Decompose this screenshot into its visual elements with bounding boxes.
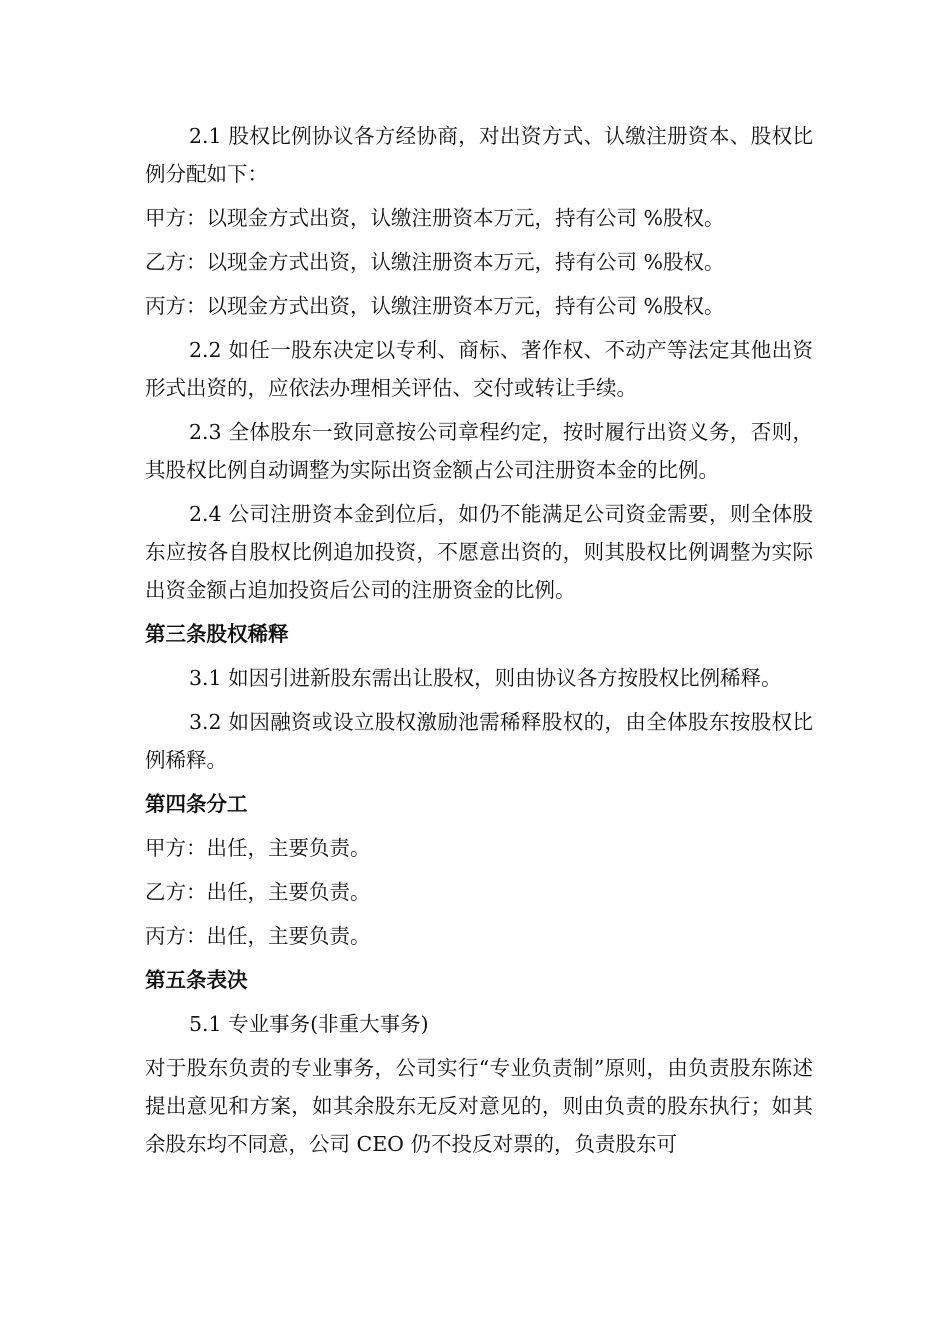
party-c-contribution: 丙方：以现金方式出资，认缴注册资本万元，持有公司 %股权。 bbox=[145, 294, 725, 318]
clause-3-1: 3.1 如因引进新股东需出让股权，则由协议各方按股权比例稀释。 bbox=[189, 666, 782, 690]
party-b-role: 乙方：出任，主要负责。 bbox=[145, 880, 371, 904]
clause-2-1: 2.1 股权比例协议各方经协商，对出资方式、认缴注册资本、股权比例分配如下： bbox=[145, 124, 813, 186]
clause-2-3: 2.3 全体股东一致同意按公司章程约定，按时履行出资义务，否则，其股权比例自动调整为实际出资金额占公司注册资本金的比例。 bbox=[145, 420, 813, 482]
clause-2-4: 2.4 公司注册资本金到位后，如仍不能满足公司资金需要，则全体股东应按各自股权比例追加投资，不愿意出资的，则其股权比例调整为实际出资金额占追加投资后公司的注册资金的比例。 bbox=[145, 502, 813, 602]
article-3-heading: 第三条股权稀释 bbox=[145, 622, 289, 646]
party-a-contribution: 甲方：以现金方式出资，认缴注册资本万元，持有公司 %股权。 bbox=[145, 206, 725, 230]
clause-5-1-title: 5.1 专业事务(非重大事务) bbox=[189, 1012, 429, 1036]
party-a-role: 甲方：出任，主要负责。 bbox=[145, 836, 371, 860]
article-4-heading: 第四条分工 bbox=[145, 792, 248, 816]
document-body bbox=[145, 117, 813, 1169]
party-b-contribution: 乙方：以现金方式出资，认缴注册资本万元，持有公司 %股权。 bbox=[145, 250, 725, 274]
clause-2-2: 2.2 如任一股东决定以专利、商标、著作权、不动产等法定其他出资形式出资的，应依法办理相关评估、交付或转让手续。 bbox=[145, 338, 813, 400]
party-c-role: 丙方：出任，主要负责。 bbox=[145, 924, 371, 948]
clause-3-2: 3.2 如因融资或设立股权激励池需稀释股权的，由全体股东按股权比例稀释。 bbox=[145, 710, 813, 772]
article-5-heading: 第五条表决 bbox=[145, 968, 248, 992]
clause-5-1-body: 对于股东负责的专业事务，公司实行“专业负责制”原则，由负责股东陈述提出意见和方案，如其余股东无反对意见的，则由负责的股东执行；如其余股东均不同意，公司 CEO 仍不投反对票的，负责股东可 bbox=[145, 1056, 813, 1156]
